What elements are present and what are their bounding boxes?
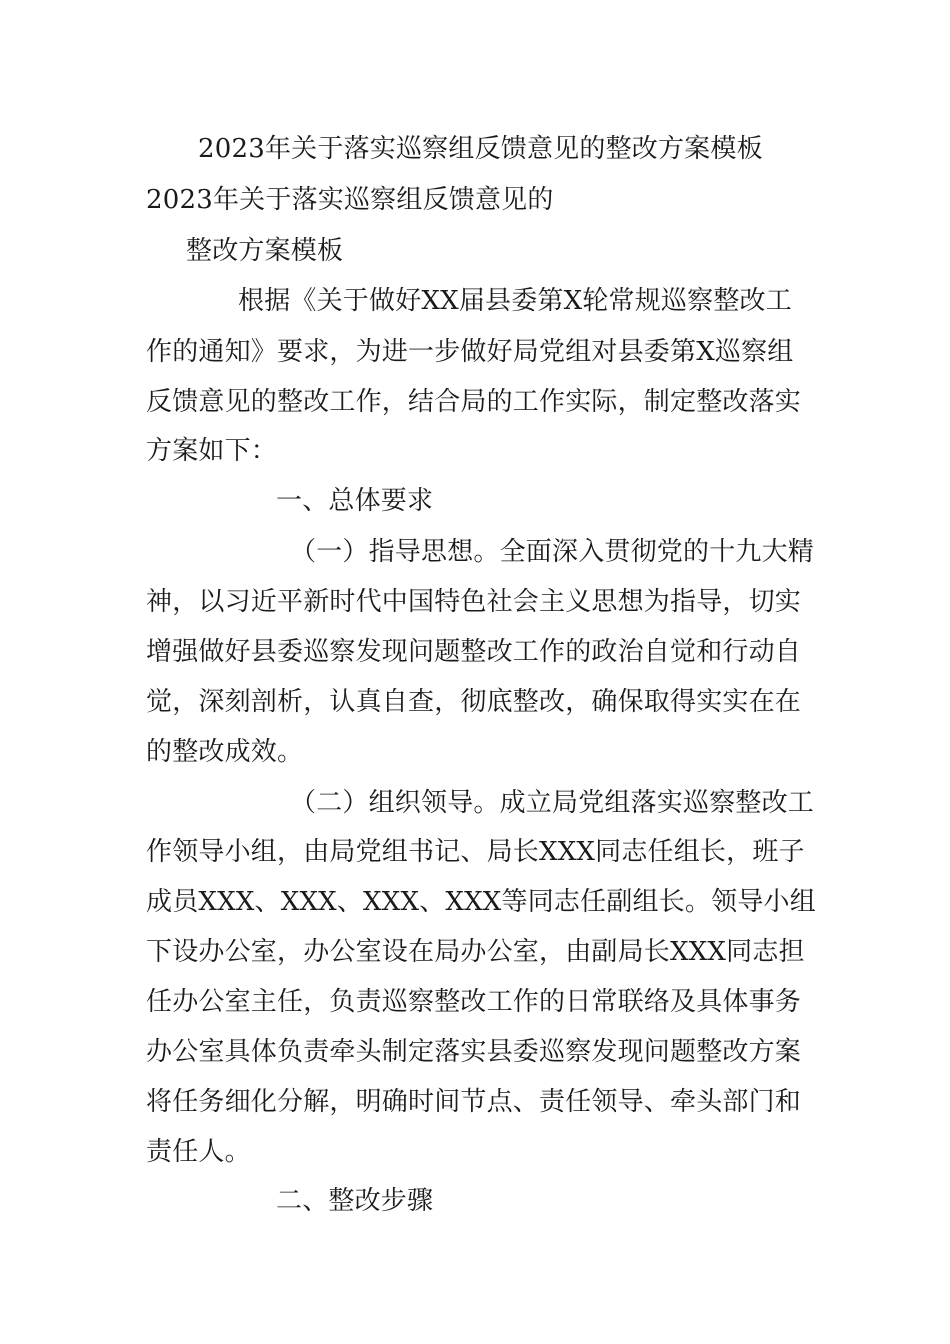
guiding-thought-paragraph-line: （一）指导思想。全面深入贯彻党的十九大精	[290, 537, 815, 567]
organization-paragraph-line: 任办公室主任，负责巡察整改工作的日常联络及具体事务	[146, 987, 802, 1017]
document-subtitle-line-2: 整改方案模板	[186, 236, 344, 266]
guiding-thought-paragraph-line: 神，以习近平新时代中国特色社会主义思想为指导，切实	[146, 587, 802, 617]
guiding-thought-paragraph-line: 觉，深刻剖析，认真自查，彻底整改，确保取得实实在在	[146, 687, 802, 717]
organization-paragraph-line: （二）组织领导。成立局党组落实巡察整改工	[290, 788, 815, 818]
intro-paragraph-line: 作的通知》要求，为进一步做好局党组对县委第X巡察组	[146, 337, 794, 367]
guiding-thought-paragraph-line: 增强做好县委巡察发现问题整改工作的政治自觉和行动自	[146, 637, 802, 667]
organization-paragraph-line: 成员XXX、XXX、XXX、XXX等同志任副组长。领导小组	[146, 887, 816, 917]
intro-paragraph-line: 根据《关于做好XX届县委第X轮常规巡察整改工	[238, 286, 792, 316]
section-heading-1: 一、总体要求	[276, 486, 434, 516]
section-heading-2: 二、整改步骤	[276, 1186, 434, 1216]
organization-paragraph-line: 办公室具体负责牵头制定落实县委巡察发现问题整改方案	[146, 1037, 802, 1067]
intro-paragraph-line: 反馈意见的整改工作，结合局的工作实际，制定整改落实	[146, 387, 802, 417]
organization-paragraph-line: 责任人。	[146, 1137, 251, 1167]
intro-paragraph-line: 方案如下：	[146, 436, 278, 466]
document-subtitle-line-1: 2023年关于落实巡察组反馈意见的	[146, 185, 554, 215]
guiding-thought-paragraph-line: 的整改成效。	[146, 737, 304, 767]
organization-paragraph-line: 将任务细化分解，明确时间节点、责任领导、牵头部门和	[146, 1087, 802, 1117]
organization-paragraph-line: 作领导小组，由局党组书记、局长XXX同志任组长，班子	[146, 837, 805, 867]
document-title: 2023年关于落实巡察组反馈意见的整改方案模板	[198, 134, 763, 164]
organization-paragraph-line: 下设办公室，办公室设在局办公室，由副局长XXX同志担	[146, 937, 805, 967]
